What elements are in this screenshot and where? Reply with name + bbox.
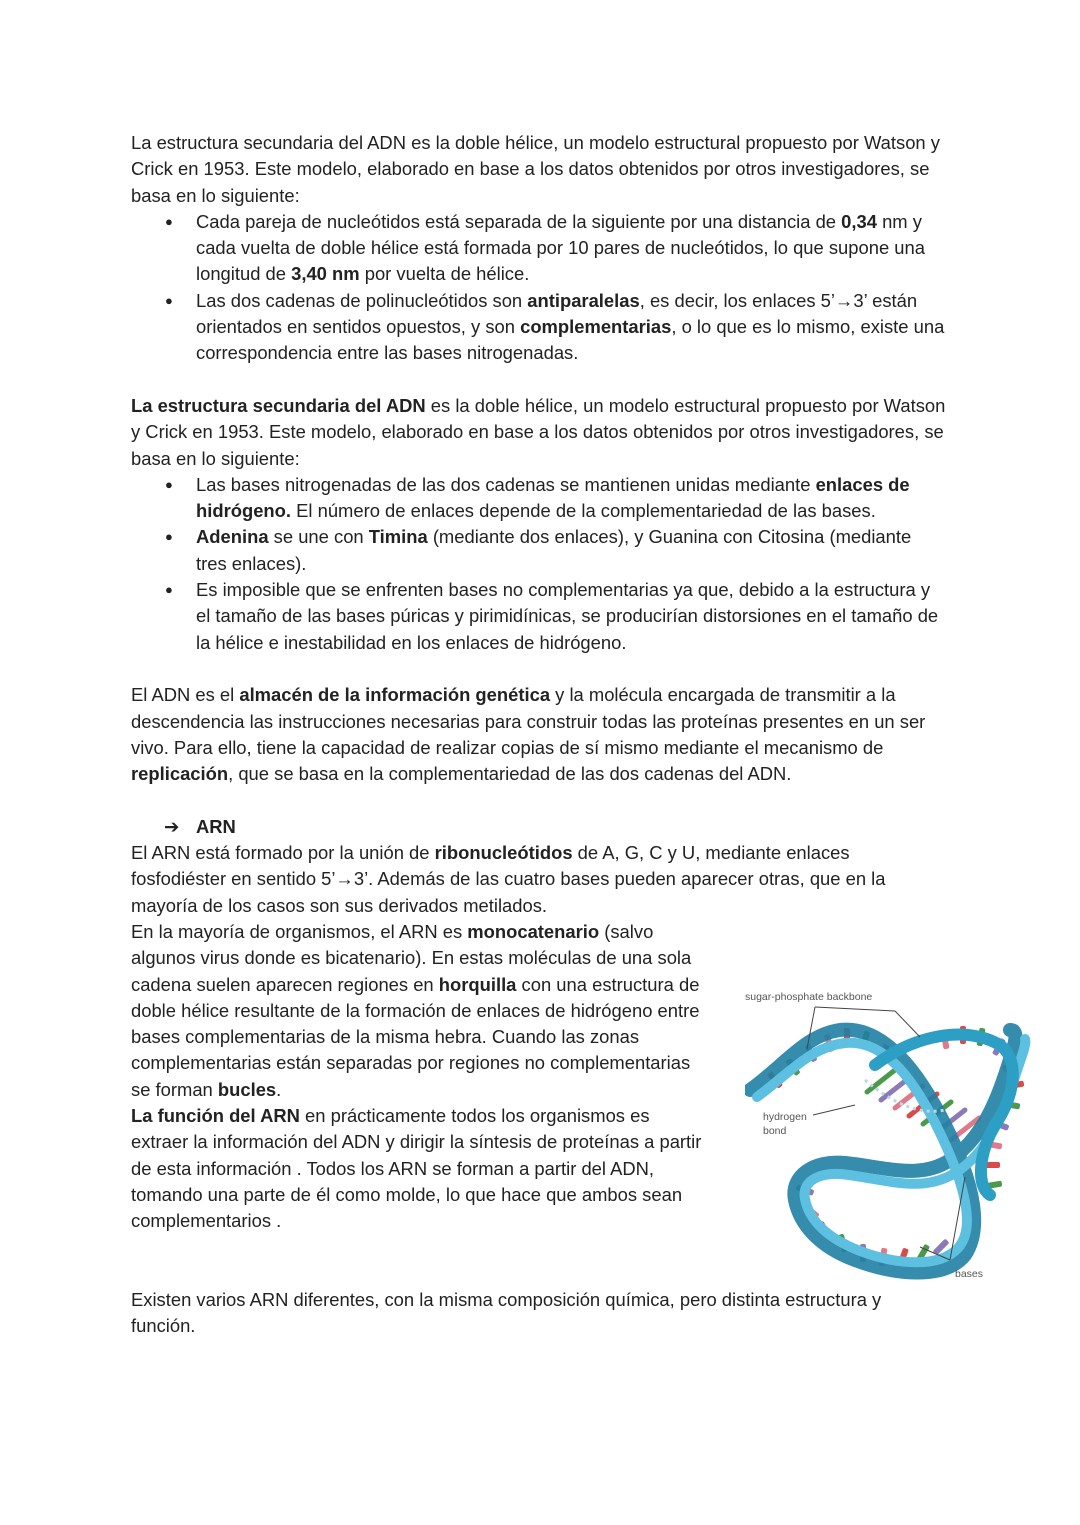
list-item: ● Cada pareja de nucleótidos está separada de la siguiente por una distancia de 0,34 nm y cada vuelta de doble hélice está formada por 10 pares de nucleótidos, lo que supone una longitud de 3,40 nm por vuelta de hélice. [131,209,946,288]
list-item: ● Las bases nitrogenadas de las dos cadenas se mantienen unidas mediante enlaces de hidrógeno. El número de enlaces depende de la complementariedad de las bases. [131,472,946,525]
dna-bullet-list-1 [131,209,946,367]
list-item: ● Las dos cadenas de polinucleótidos son antiparalelas, es decir, los enlaces 5’→3’ están orientados en sentidos opuestos, y son complementarias, o lo que es lo mismo, existe una correspondencia entre las bases nitrogenadas. [131,288,946,367]
dna-secondary-paragraph: La estructura secundaria del ADN es la doble hélice, un modelo estructural propuesto por Watson y Crick en 1953. Este modelo, elaborado en base a los datos obtenidos por otros investigadores, se basa en lo siguiente: [131,394,946,469]
arn-function-paragraph: La función del ARN en prácticamente todos los organismos es extraer la información del ADN y dirigir la síntesis de proteínas a partir de esta información . Todos los ARN se forman a partir del ADN, tomando una parte de él como molde, lo que hace que ambos sean complementarios . [131,1104,702,1232]
arrow-right-icon: ➔ [164,815,180,837]
section-heading-arn: ➔ ARN [131,814,946,840]
arn-types-paragraph: Existen varios ARN diferentes, con la misma composición química, pero distinta estructura y función. [131,1289,882,1337]
dna-intro-paragraph: La estructura secundaria del ADN es la doble hélice, un modelo estructural propuesto por Watson y Crick en 1953. Este modelo, elaborado en base a los datos obtenidos por otros investigadores, se basa en lo siguiente: [131,132,940,206]
base-pair-mark [867,1070,895,1092]
dna-function-paragraph: El ADN es el almacén de la información genética y la molécula encargada de transmitir a la descendencia las instrucciones necesarias para construir todas las proteínas presentes en un ser vivo. Para ello, tiene la capacidad de realizar copias de sí mismo mediante el mecanismo de replicación, que se basa en la complementariedad de las dos cadenas del ADN. [131,684,926,785]
label-hydrogen: hydrogen [763,1111,807,1123]
dna-bullet-list-2 [131,472,946,656]
list-item: ● Adenina se une con Timina (mediante dos enlaces), y Guanina con Citosina (mediante tres enlaces). [131,524,946,577]
rna-helix-figure [745,985,1035,1285]
leader-line-backbone-3 [895,1011,920,1037]
arn-composition-paragraph: El ARN está formado por la unión de ribonucleótidos de A, G, C y U, mediante enlaces fosfodiéster en sentido 5’→3’. Además de las cuatro bases pueden aparecer otras, que en la mayoría de los casos son sus derivados metilados. [131,842,886,916]
label-backbone: sugar-phosphate backbone [745,991,873,1003]
arn-structure-paragraph: En la mayoría de organismos, el ARN es monocatenario (salvo algunos virus donde es bicatenario). En estas moléculas de una sola cadena suelen aparecen regiones en horquilla con una estructura de doble hélice resultante de la formación de enlaces de hidrógeno entre bases complementarias de la misma hebra. Cuando las zonas complementarias están separadas por regiones no complementarias se forman bucles. [131,920,700,1100]
leader-line-hydrogen [813,1105,855,1115]
list-item: ● Es imposible que se enfrenten bases no complementarias ya que, debido a la estructura y el tamaño de las bases púricas y pirimidínicas, se producirían distorsiones en el tamaño de la hélice e inestabilidad en los enlaces de hidrógeno. [131,577,946,656]
rna-helix-diagram [745,985,1035,1285]
label-bases: bases [955,1268,984,1280]
label-bond: bond [763,1125,787,1137]
leader-line-backbone-2 [815,1007,895,1011]
